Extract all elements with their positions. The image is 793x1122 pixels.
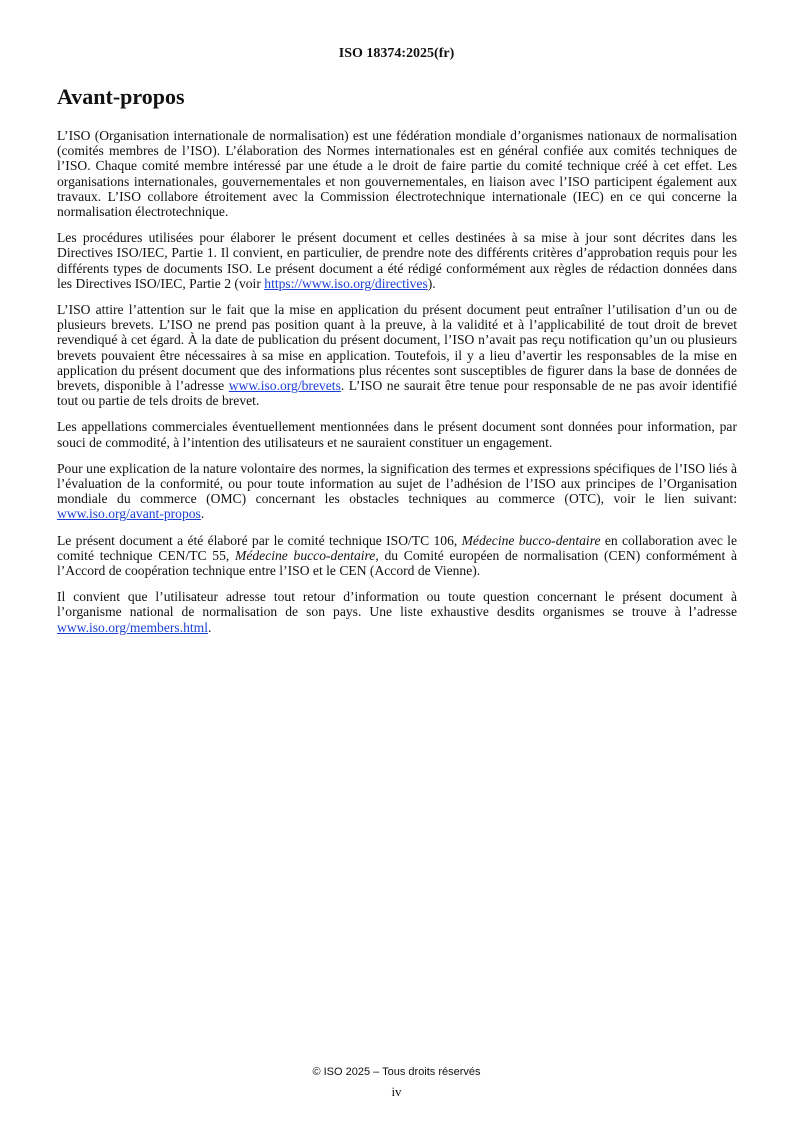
document-id-header: ISO 18374:2025(fr) [338,46,455,61]
foreword-link[interactable]: www.iso.org/avant-propos [57,506,201,522]
paragraph-trade-names [57,419,737,449]
paragraph-feedback [57,589,737,635]
committee-title: Médecine bucco-dentaire [235,547,376,563]
members-link[interactable]: www.iso.org/members.html [57,619,209,635]
text: Pour une explication de la nature volontaire des normes, la signification des termes et expressions spécifiques de l’ISO liés à l’évaluation de la conformité, ou pour toute information au sujet de l’adhésion de l’ISO aux principes de l’Organisation mondiale du commerce (OMC) concernant les obstacles techniques au commerce (OTC), voir le lien suivant: [57,460,737,507]
paragraph-committee [57,533,737,579]
page-number: iv [391,1084,402,1099]
paragraph-voluntary-nature [57,461,737,522]
paragraph-procedures [57,230,737,291]
text: Les appellations commerciales éventuellement mentionnées dans le présent document sont données pour information, par souci de commodité, à l’intention des utilisateurs et ne sauraient constituer un engagement. [57,419,737,450]
text: Le présent document a été élaboré par le comité technique ISO/TC 106, [57,532,462,548]
text: Il convient que l’utilisateur adresse tout retour d’information ou toute question concernant le présent document à l’organisme national de normalisation de son pays. Une liste exhaustive desdits organismes se trouve à l’adresse [57,589,737,620]
text: L’ISO attire l’attention sur le fait que la mise en application du présent document peut entraîner l’utilisation d’un ou de plusieurs brevets. L’ISO ne prend pas position quant à la preuve, à la validité et à l’applicabilité de tout droit de brevet revendiqué à cet égard. À la date de publication du présent document, l’ISO n’avait pas reçu notification qu’un ou plusieurs brevets pouvaient être nécessaires à sa mise en application. Toutefois, il y a lieu d’avertir les responsables de la mise en application du présent document que des informations plus récentes sont susceptibles de figurer dans la base de données de brevets, disponible à l’adresse [57,302,737,394]
paragraph-organisation [57,128,737,219]
foreword-body [57,128,737,646]
text: . [208,619,212,635]
text: , du Comité européen de normalisation (CEN) conformément à l’Accord de coopération technique entre l’ISO et le CEN (Accord de Vienne). [57,547,737,579]
text: ). [427,275,436,291]
paragraph-patents [57,302,737,408]
directives-link[interactable]: https://www.iso.org/directives [264,275,428,291]
text: L’ISO (Organisation internationale de normalisation) est une fédération mondiale d’organismes nationaux de normalisation (comités membres de l’ISO). L’élaboration des Normes internationales est en général confiée aux comités techniques de l’ISO. Chaque comité membre intéressé par une étude a le droit de faire partie du comité technique créé à cet effet. Les organisations internationales, gouvernementales et non gouvernementales, en liaison avec l’ISO participent également aux travaux. L’ISO collabore étroitement avec la Commission électrotechnique internationale (IEC) en ce qui concerne la normalisation électrotechnique. [57,128,737,220]
text: Les procédures utilisées pour élaborer le présent document et celles destinées à sa mise à jour sont décrites dans les Directives ISO/IEC, Partie 1. Il convient, en particulier, de prendre note des différents critères d’approbation requis pour les différents types de documents ISO. Le présent document a été rédigé conformément aux règles de rédaction données dans les Directives ISO/IEC, Partie 2 (voir [57,230,737,291]
page-title: Avant-propos [57,84,185,109]
committee-title: Médecine bucco-dentaire [461,532,601,548]
text: . L’ISO ne saurait être tenue pour responsable de ne pas avoir identifié tout ou partie de tels droits de brevet. [57,378,737,409]
copyright-footer: © ISO 2025 – Tous droits réservés [312,1066,481,1078]
text: . [200,506,205,522]
text: en collaboration avec le comité technique CEN/TC 55, [57,532,737,563]
patents-link[interactable]: www.iso.org/brevets [228,378,341,394]
